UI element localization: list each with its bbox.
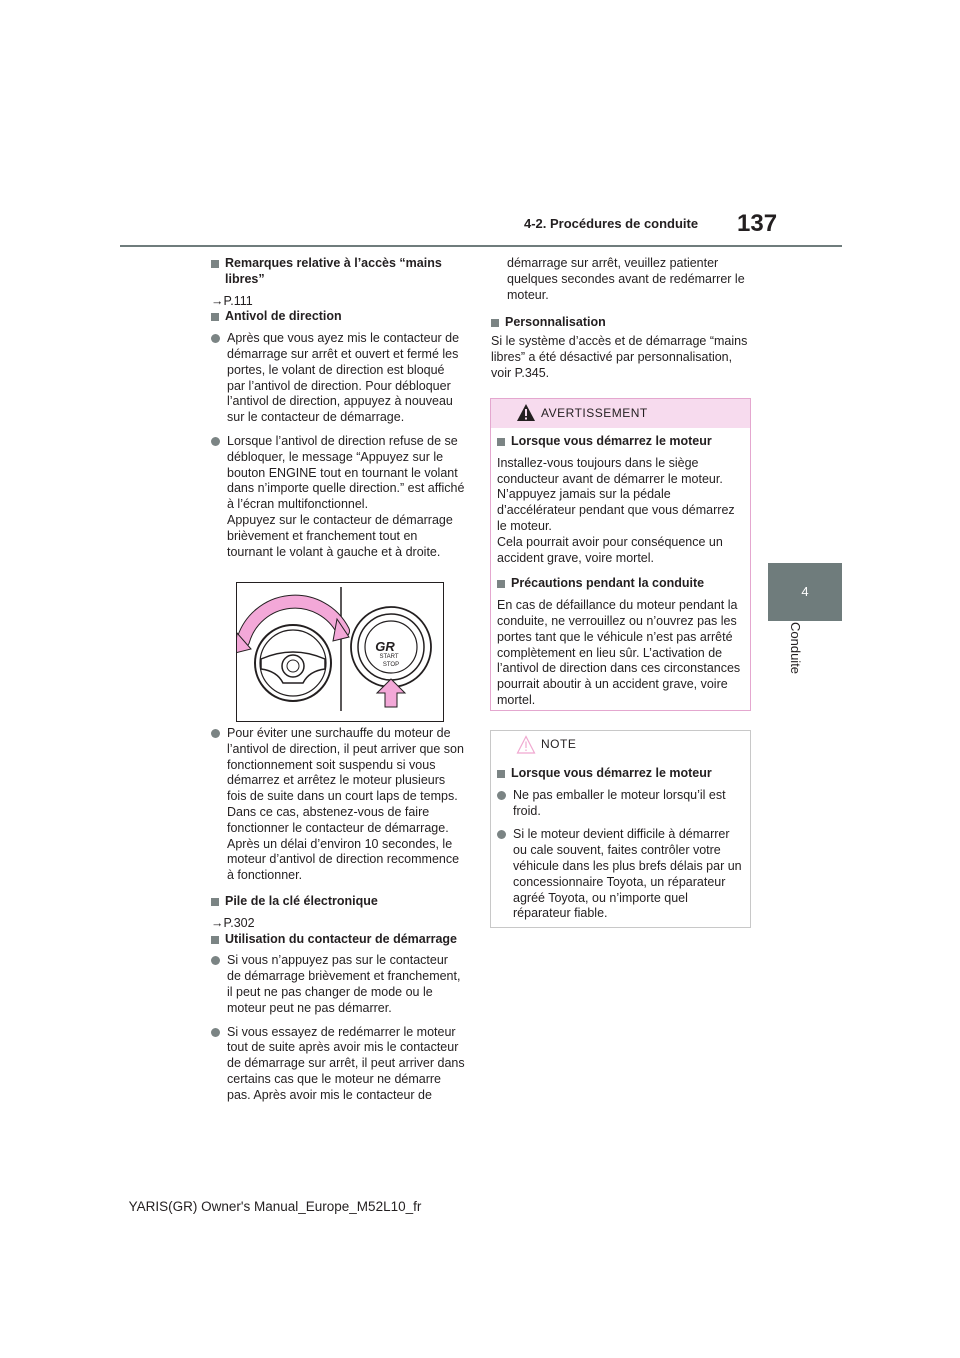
bullet-text: Pour éviter une surchauffe du moteur de l’antivol de direction, il peut arriver que son fonctionnement soit suspendu si vous démarrez et arrêtez le moteur plusieurs fois de suite dans un court laps de temps. Dans ce cas, abstenez-vous de faire fonctionner le contacteur de démarrage. Après un délai d’environ 10 secondes, le moteur d’antivol de direction recommence à fonctionner. (227, 726, 464, 883)
bullet-text (227, 434, 465, 560)
bullet-text: Si vous n’appuyez pas sur le contacteur de démarrage brièvement et franchement, il peut ne pas changer de mode ou le moteur peut ne pas démarrer. (227, 953, 461, 1015)
bullet-text: Après que vous ayez mis le contacteur de démarrage sur arrêt et ouvert et fermé les portes, le volant de direction est bloqué par l’antivol de direction. Pour débloquer l’antivol de direction, appuyez à nouveau sur le contacteur de démarrage. (227, 331, 460, 425)
round-bullet-icon (497, 791, 506, 800)
bullet-item (211, 953, 465, 1016)
square-bullet-icon (497, 438, 505, 446)
bullet-text: Ne pas emballer le moteur lorsqu’il est froid. (513, 787, 726, 818)
heading-pile (211, 894, 465, 910)
square-bullet-icon (497, 770, 505, 778)
warning-triangle-icon (516, 403, 536, 423)
note-body (497, 766, 743, 930)
chapter-tab-number: 4 (801, 584, 809, 599)
right-column-top (491, 256, 751, 382)
bullet-text-part: Lorsque l’antivol de direction refuse de se débloquer, le message “Appuyez sur le bouton ENGINE tout en tournant le volant dans n’importe quelle direction.” est affiché à l’écran multifonctionnel. (227, 433, 465, 512)
stop-label: STOP (382, 662, 400, 668)
note-heading (497, 766, 743, 782)
round-bullet-icon (211, 437, 220, 446)
continuation-text: démarrage sur arrêt, veuillez patienter quelques secondes avant de redémarrer le moteur. (507, 256, 745, 302)
bullet-text: Si vous essayez de redémarrer le moteur tout de suite après avoir mis le contacteur de démarrage sur arrêt, il peut arriver dans certains cas que le moteur ne démarre pas. Après avoir mis le contacteur de (227, 1024, 465, 1102)
heading-text: Lorsque vous démarrez le moteur (511, 766, 712, 780)
round-bullet-icon (497, 830, 506, 839)
square-bullet-icon (211, 260, 219, 268)
steering-wheel-start-button-illustration (237, 583, 443, 721)
warning-heading (497, 434, 743, 450)
square-bullet-icon (491, 319, 499, 327)
left-column-top (211, 256, 465, 568)
warning-label: AVERTISSEMENT (541, 406, 648, 420)
square-bullet-icon (497, 580, 505, 588)
heading-text: Pile de la clé électronique (225, 893, 378, 908)
square-bullet-icon (211, 936, 219, 944)
warning-body (497, 434, 743, 709)
section-title: 4-2. Procédures de conduite (524, 216, 699, 231)
warning-text: En cas de défaillance du moteur pendant la conduite, ne verrouillez ou n’ouvrez pas les portes tant que le véhicule n’est pas arrêté complètement en lieu sûr. L’activation de l’antivol de direction dans ces circonstances pourrait aboutir à un accident grave, voire mortel. (497, 598, 741, 707)
heading-remarques (211, 256, 465, 288)
warning-heading (497, 576, 743, 592)
page-number: 137 (737, 210, 778, 237)
heading-text: Lorsque vous démarrez le moteur (511, 434, 712, 448)
footer (0, 1199, 960, 1214)
round-bullet-icon (211, 729, 220, 738)
bullet-text: Si le moteur devient difficile à démarrer ou cale souvent, faites contrôler votre véhicule dans les plus brefs délais par un concessionnaire Toyota, un réparateur agréé Toyota, ou n’importe quel réparateur fiable. (513, 827, 742, 921)
gr-logo: GR (375, 639, 395, 654)
warning-header (491, 399, 750, 428)
bullet-item (211, 1025, 465, 1104)
note-box (490, 730, 751, 928)
heading-text: Antivol de direction (225, 309, 342, 324)
left-column-bottom (211, 726, 465, 1112)
page-reference: →P.302 (211, 915, 255, 930)
bullet-item (211, 434, 465, 560)
bullet-text-part: Appuyez sur le contacteur de démarrage brièvement et franchement tout en tournant le volant à gauche et à droite. (227, 512, 453, 559)
bullet-item (211, 726, 465, 884)
heading-text: Utilisation du contacteur de démarrage (225, 931, 457, 946)
page-reference: →P.111 (211, 293, 253, 308)
warning-text: Cela pourrait avoir pour conséquence un accident grave, voire mortel. (497, 534, 723, 565)
square-bullet-icon (211, 898, 219, 906)
bullet-item (211, 331, 465, 426)
caution-triangle-icon (516, 735, 536, 755)
square-bullet-icon (211, 313, 219, 321)
bullet-item (497, 788, 743, 820)
note-label: NOTE (541, 737, 577, 751)
round-bullet-icon (211, 1028, 220, 1037)
note-header (491, 731, 750, 760)
heading-antivol (211, 309, 465, 325)
footer-text: YARIS(GR) Owner's Manual_Europe_M52L10_fr (128, 1199, 422, 1214)
chapter-tab-label: Conduite (788, 622, 803, 675)
round-bullet-icon (211, 956, 220, 965)
personnalisation-text: Si le système d’accès et de démarrage “mains libres” a été désactivé par personnalisation, voir P.345. (491, 334, 748, 380)
header-rule (120, 245, 842, 247)
bullet-item (497, 827, 743, 922)
start-label: START (379, 654, 399, 660)
steering-lock-figure (236, 582, 444, 722)
heading-text: Précautions pendant la conduite (511, 576, 705, 591)
heading-text: Personnalisation (505, 315, 606, 330)
warning-text: Installez-vous toujours dans le siège conducteur avant de démarrer le moteur. N’appuyez jamais sur la pédale d’accélérateur pendant que vous démarrez le moteur. (497, 455, 735, 533)
heading-utilisation (211, 932, 465, 948)
heading-personnalisation (491, 315, 751, 331)
heading-text: Remarques relative à l’accès “mains libres” (225, 256, 442, 286)
chapter-tab (768, 563, 842, 621)
warning-box (490, 398, 751, 711)
round-bullet-icon (211, 334, 220, 343)
